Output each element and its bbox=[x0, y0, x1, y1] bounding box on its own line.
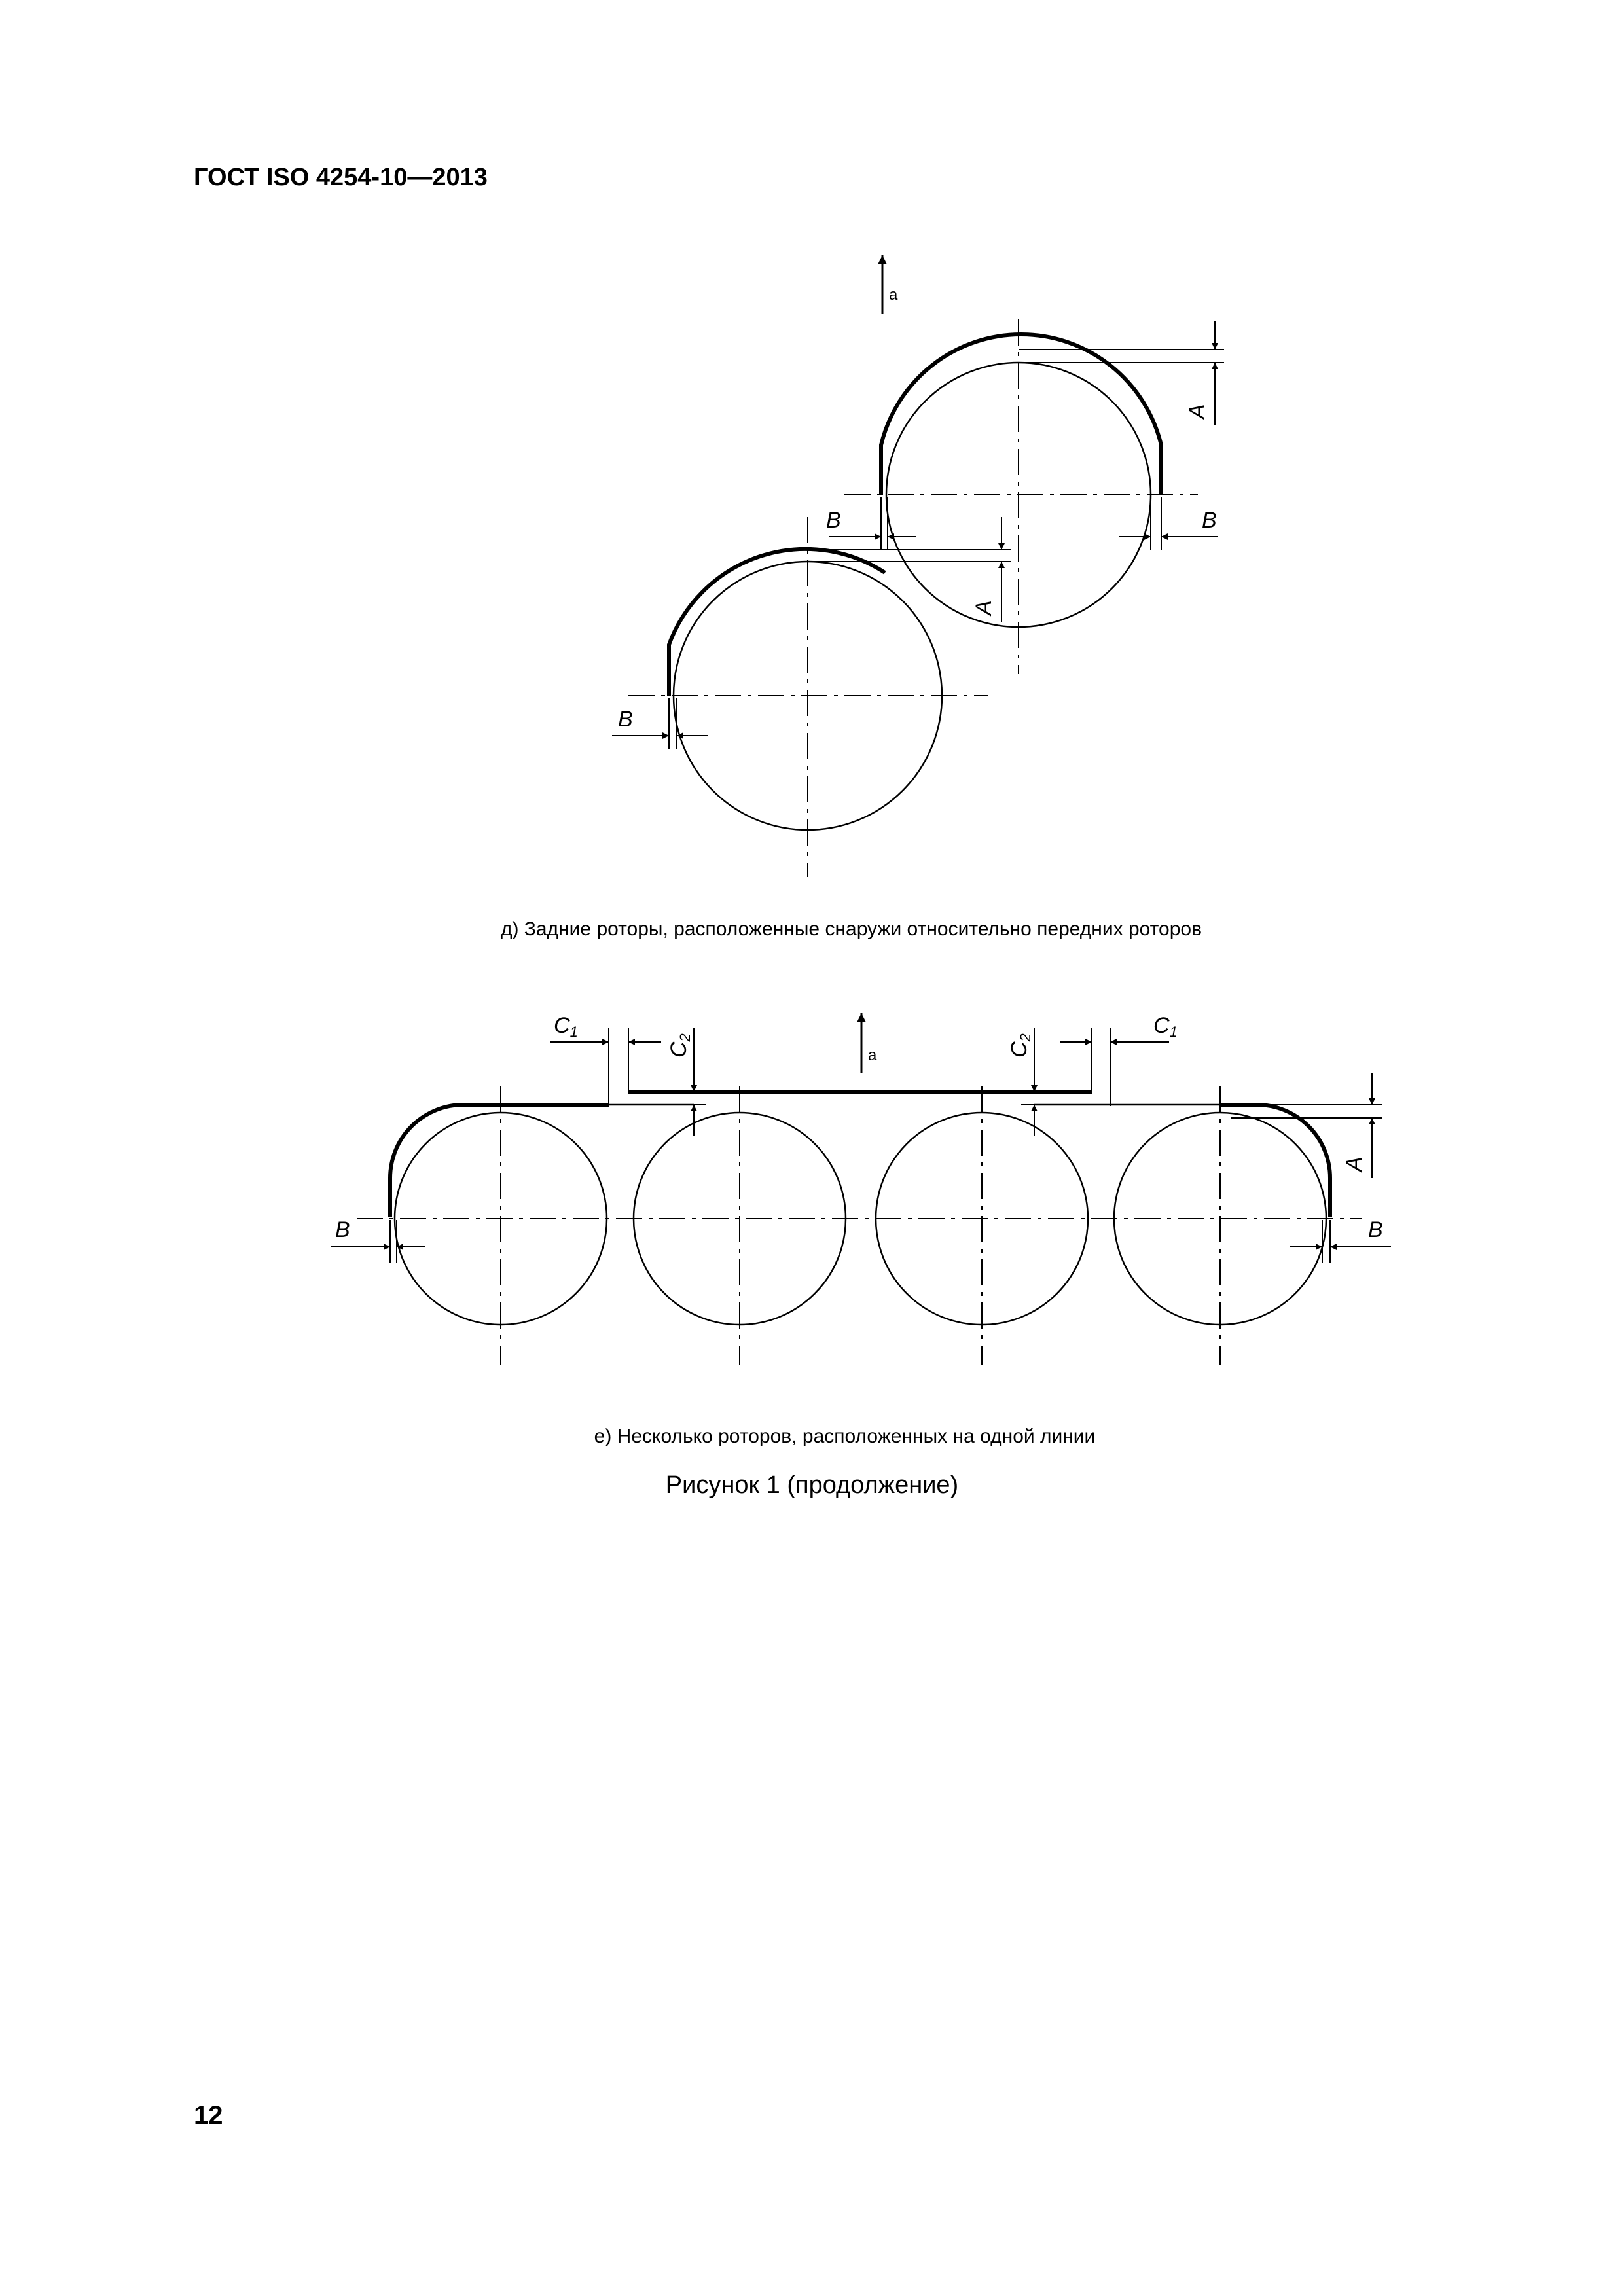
page-number: 12 bbox=[194, 2101, 223, 2130]
dimension-b-upper-right bbox=[1119, 497, 1218, 550]
rotor-2 bbox=[634, 1086, 846, 1365]
travel-direction-arrow bbox=[861, 1013, 877, 1073]
dimension-label-a: A bbox=[1185, 404, 1210, 419]
dimension-label-b: B bbox=[618, 707, 633, 732]
rotor-1 bbox=[395, 1086, 607, 1365]
direction-label: a bbox=[868, 1047, 877, 1064]
dimension-label-a: A bbox=[971, 600, 996, 615]
dimension-label-c1: C1 bbox=[1153, 1013, 1178, 1040]
rotor-3 bbox=[876, 1086, 1088, 1365]
dimension-label-c2: C2 bbox=[666, 1033, 693, 1058]
rear-rotor bbox=[628, 517, 988, 877]
dimension-label-b: B bbox=[1202, 508, 1217, 533]
direction-label: a bbox=[889, 286, 898, 304]
dimension-label-b: B bbox=[1368, 1217, 1383, 1242]
dimension-label-c2: C2 bbox=[1007, 1033, 1034, 1058]
dimension-label-a: A bbox=[1342, 1157, 1367, 1172]
dimension-c2-left bbox=[666, 1028, 706, 1136]
dimension-b-lower bbox=[612, 698, 708, 749]
dimension-label-b: B bbox=[335, 1217, 350, 1242]
dimension-a bbox=[1220, 1073, 1382, 1178]
diagram-e-rotors-in-line bbox=[331, 1013, 1391, 1365]
diagram-e-caption: е) Несколько роторов, расположенных на одной линии bbox=[594, 1426, 1096, 1447]
front-rotor bbox=[844, 319, 1198, 674]
dimension-b-left bbox=[331, 1217, 425, 1263]
diagram-d-rear-rotors-outside bbox=[612, 255, 1224, 877]
rotor-4 bbox=[1114, 1086, 1326, 1365]
dimension-c2-right bbox=[1007, 1028, 1047, 1136]
dimension-b-right bbox=[1290, 1217, 1391, 1263]
dimension-label-c1: C1 bbox=[554, 1013, 578, 1040]
diagram-d-caption: д) Задние роторы, расположенные снаружи относительно передних роторов bbox=[500, 918, 1202, 940]
dimension-b-upper-left bbox=[826, 497, 916, 550]
guard-outline bbox=[390, 1092, 1330, 1217]
travel-direction-arrow bbox=[882, 255, 898, 314]
figure-title: Рисунок 1 (продолжение) bbox=[665, 1471, 959, 1499]
document-header: ГОСТ ISO 4254-10—2013 bbox=[194, 164, 488, 191]
dimension-label-b: B bbox=[826, 508, 841, 533]
